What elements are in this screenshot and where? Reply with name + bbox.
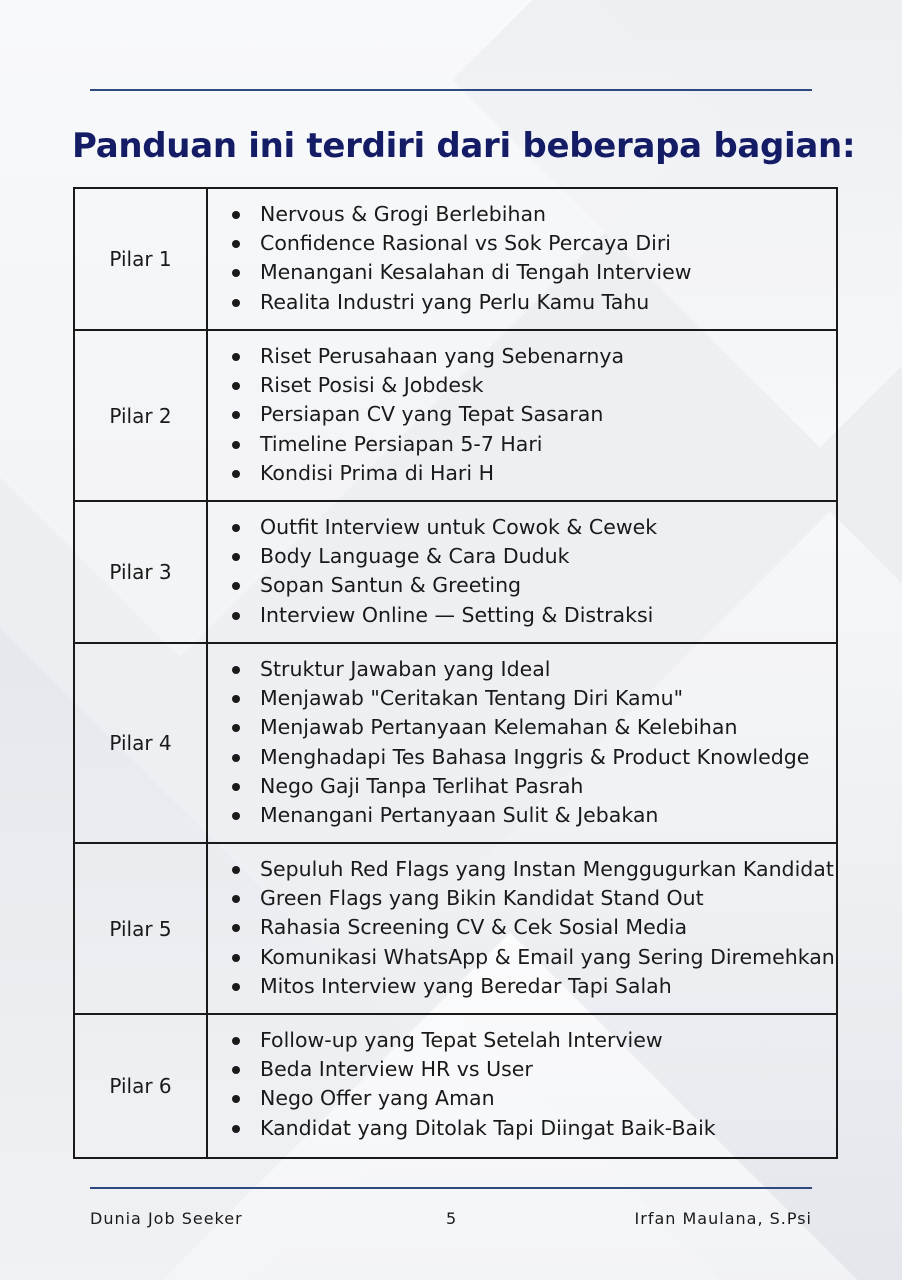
pillar-row [75, 331, 836, 502]
pillar-topic-list [208, 844, 836, 1013]
page-number: 5 [446, 1209, 458, 1228]
pillar-row [75, 1015, 836, 1157]
pillar-label: Pilar 2 [75, 331, 208, 500]
topic-item: Menjawab "Ceritakan Tentang Diri Kamu" [232, 684, 836, 713]
topic-item: Confidence Rasional vs Sok Percaya Diri [232, 229, 836, 258]
pillar-topic-list [208, 189, 836, 329]
topic-item: Timeline Persiapan 5-7 Hari [232, 430, 836, 459]
pillar-label: Pilar 3 [75, 502, 208, 642]
topic-item: Sopan Santun & Greeting [232, 571, 836, 600]
page-heading: Panduan ini terdiri dari beberapa bagian: [72, 126, 856, 166]
topic-item: Riset Perusahaan yang Sebenarnya [232, 342, 836, 371]
topic-item: Menjawab Pertanyaan Kelemahan & Kelebihan [232, 713, 836, 742]
pillar-row [75, 502, 836, 644]
topic-item: Body Language & Cara Duduk [232, 542, 836, 571]
topic-item: Beda Interview HR vs User [232, 1055, 836, 1084]
topic-item: Nego Gaji Tanpa Terlihat Pasrah [232, 772, 836, 801]
topic-item: Menangani Kesalahan di Tengah Interview [232, 258, 836, 287]
pillar-row [75, 189, 836, 331]
topic-item: Mitos Interview yang Beredar Tapi Salah [232, 972, 836, 1001]
topic-item: Follow-up yang Tepat Setelah Interview [232, 1026, 836, 1055]
topic-item: Struktur Jawaban yang Ideal [232, 655, 836, 684]
topic-item: Rahasia Screening CV & Cek Sosial Media [232, 913, 836, 942]
topic-item: Komunikasi WhatsApp & Email yang Sering Diremehkan [232, 943, 836, 972]
topic-item: Riset Posisi & Jobdesk [232, 371, 836, 400]
pillar-row [75, 644, 836, 844]
pillar-label: Pilar 4 [75, 644, 208, 842]
bottom-divider [90, 1187, 812, 1189]
pillar-topic-list [208, 1015, 836, 1157]
pillar-label: Pilar 1 [75, 189, 208, 329]
topic-item: Nego Offer yang Aman [232, 1084, 836, 1113]
topic-item: Kandidat yang Ditolak Tapi Diingat Baik-Baik [232, 1114, 836, 1143]
topic-item: Interview Online — Setting & Distraksi [232, 601, 836, 630]
topic-item: Realita Industri yang Perlu Kamu Tahu [232, 288, 836, 317]
topic-item: Nervous & Grogi Berlebihan [232, 200, 836, 229]
topic-item: Menghadapi Tes Bahasa Inggris & Product Knowledge [232, 743, 836, 772]
pillar-table [73, 187, 838, 1159]
pillar-label: Pilar 5 [75, 844, 208, 1013]
topic-item: Sepuluh Red Flags yang Instan Menggugurkan Kandidat [232, 855, 836, 884]
pillar-topic-list [208, 331, 836, 500]
topic-item: Green Flags yang Bikin Kandidat Stand Out [232, 884, 836, 913]
topic-item: Kondisi Prima di Hari H [232, 459, 836, 488]
pillar-topic-list [208, 644, 836, 842]
topic-item: Outfit Interview untuk Cowok & Cewek [232, 513, 836, 542]
topic-item: Menangani Pertanyaan Sulit & Jebakan [232, 801, 836, 830]
footer-author: Irfan Maulana, S.Psi [634, 1209, 812, 1228]
pillar-label: Pilar 6 [75, 1015, 208, 1157]
pillar-row [75, 844, 836, 1015]
pillar-topic-list [208, 502, 836, 642]
topic-item: Persiapan CV yang Tepat Sasaran [232, 400, 836, 429]
top-divider [90, 89, 812, 91]
footer-brand: Dunia Job Seeker [90, 1209, 243, 1228]
